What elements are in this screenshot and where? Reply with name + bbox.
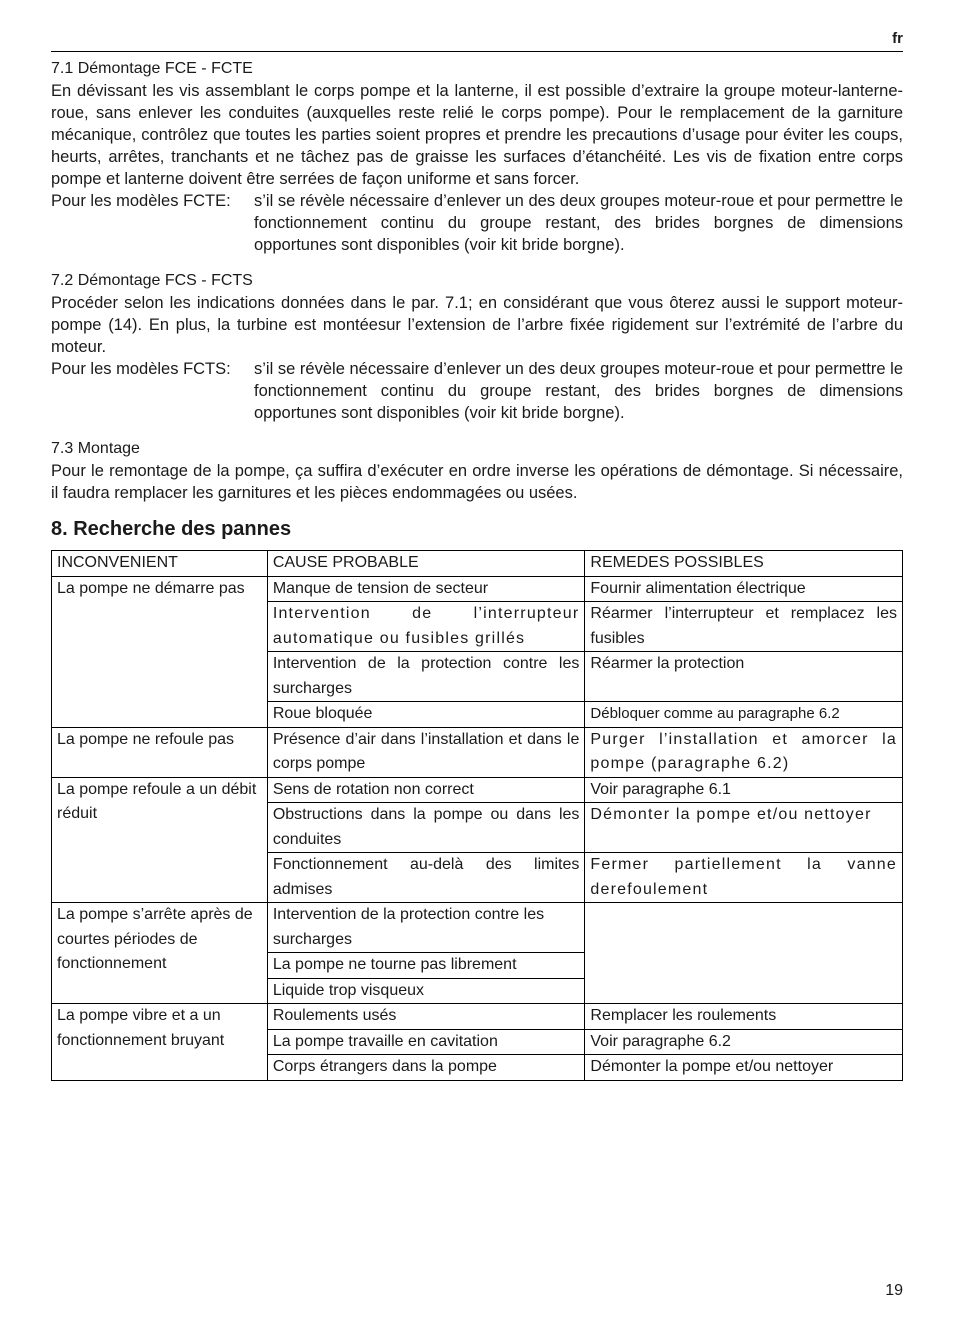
cause-cell: La pompe travaille en cavitation bbox=[267, 1029, 585, 1055]
problem-cell: La pompe ne démarre pas bbox=[52, 576, 268, 727]
cause-cell: Roulements usés bbox=[267, 1004, 585, 1030]
cause-cell: Intervention de l’interrupteur automatique ou fusibles grillés bbox=[267, 602, 585, 652]
cause-cell: Roue bloquée bbox=[267, 702, 585, 728]
remedy-cell: Réarmer l’interrupteur et remplacez les fusibles bbox=[585, 602, 903, 652]
language-code: fr bbox=[892, 30, 903, 47]
section-7-3-paragraph: Pour le remontage de la pompe, ça suffira d’exécuter en ordre inverse les opérations de démontage. Si nécessaire, il faudra remplacer les garnitures et les pièces endommagées ou usées. bbox=[51, 462, 903, 502]
remedy-cell: Réarmer la protection bbox=[585, 652, 903, 702]
problem-cell: La pompe vibre et a un fonctionnement bruyant bbox=[52, 1004, 268, 1081]
section-7-2-models-note bbox=[51, 358, 903, 424]
page-number: 19 bbox=[885, 1282, 903, 1299]
remedy-cell: Voir paragraphe 6.1 bbox=[585, 777, 903, 803]
models-text: s’il se révèle nécessaire d’enlever un des deux groupes moteur-roue et pour permettre le fonctionnement continu du groupe restant, des brides borgnes de dimensions opportunes sont disponibles (voir kit bride borgne). bbox=[254, 360, 903, 422]
remedy-cell: Fournir alimentation électrique bbox=[585, 576, 903, 602]
table-header: CAUSE PROBABLE bbox=[267, 551, 585, 577]
cause-cell: La pompe ne tourne pas librement bbox=[267, 953, 585, 979]
cause-cell: Intervention de la protection contre les surcharges bbox=[267, 652, 585, 702]
table-header: INCONVENIENT bbox=[52, 551, 268, 577]
header-rule bbox=[51, 51, 903, 52]
section-7-2-paragraph: Procéder selon les indications données dans le par. 7.1; en considérant que vous ôterez aussi le support moteur-pompe (14). En plus, la turbine est montéesur l’extension de l’arbre fixée rigidement sur l’extrémité de l’arbre du moteur. bbox=[51, 294, 903, 356]
table-header: REMEDES POSSIBLES bbox=[585, 551, 903, 577]
table-header-row bbox=[52, 551, 903, 577]
cause-cell: Sens de rotation non correct bbox=[267, 777, 585, 803]
cause-cell: Corps étrangers dans la pompe bbox=[267, 1055, 585, 1081]
section-7-1-models-note bbox=[51, 190, 903, 256]
problem-cell: La pompe s’arrête après de courtes périodes de fonctionnement bbox=[52, 903, 268, 1004]
problem-cell: La pompe ne refoule pas bbox=[52, 727, 268, 777]
cause-cell: Intervention de la protection contre les surcharges bbox=[267, 903, 585, 953]
remedy-cell: Fermer partiellement la vanne derefoulement bbox=[585, 853, 903, 903]
cause-cell: Obstructions dans la pompe ou dans les conduites bbox=[267, 803, 585, 853]
models-label: Pour les modèles FCTE: bbox=[51, 192, 231, 210]
section-7-3-title: 7.3 Montage bbox=[51, 440, 140, 457]
remedy-cell: Voir paragraphe 6.2 bbox=[585, 1029, 903, 1055]
table-row bbox=[52, 727, 903, 777]
remedy-cell: Remplacer les roulements bbox=[585, 1004, 903, 1030]
cause-cell: Présence d’air dans l’installation et dans le corps pompe bbox=[267, 727, 585, 777]
page-content bbox=[51, 58, 903, 1081]
table-row bbox=[52, 1004, 903, 1030]
table-row bbox=[52, 777, 903, 803]
models-label: Pour les modèles FCTS: bbox=[51, 360, 231, 378]
cause-cell: Manque de tension de secteur bbox=[267, 576, 585, 602]
remedy-cell: Débloquer comme au paragraphe 6.2 bbox=[585, 702, 903, 728]
troubleshooting-table bbox=[51, 550, 903, 1081]
remedy-cell: Démonter la pompe et/ou nettoyer bbox=[585, 1055, 903, 1081]
section-7-2-title: 7.2 Démontage FCS - FCTS bbox=[51, 272, 253, 289]
remedy-cell: Purger l’installation et amorcer la pompe (paragraphe 6.2) bbox=[585, 727, 903, 777]
problem-cell: La pompe refoule a un débit réduit bbox=[52, 777, 268, 903]
remedy-cell-empty bbox=[585, 903, 903, 1004]
cause-cell: Liquide trop visqueux bbox=[267, 978, 585, 1004]
table-row bbox=[52, 903, 903, 953]
cause-cell: Fonctionnement au-delà des limites admises bbox=[267, 853, 585, 903]
models-text: s’il se révèle nécessaire d’enlever un des deux groupes moteur-roue et pour permettre le fonctionnement continu du groupe restant, des brides borgnes de dimensions opportunes sont disponibles (voir kit bride borgne). bbox=[254, 192, 903, 254]
table-row bbox=[52, 576, 903, 602]
remedy-cell: Démonter la pompe et/ou nettoyer bbox=[585, 803, 903, 853]
section-7-1-paragraph: En dévissant les vis assemblant le corps pompe et la lanterne, il est possible d’extraire la groupe moteur-lanterne-roue, sans enlever les conduites (auxquelles reste relié le corps pompe). Pour le remplacement de la garniture mécanique, contrôlez que toutes les parties soient propres et prendre les precautions d’usage pour éviter les coups, heurts, arrêtes, tranchants et ne tâchez pas de graisse les surfaces d’étanchéité. Les vis de fixation entre corps pompe et lanterne doivent être serrées de façon uniforme et sans forcer. bbox=[51, 82, 903, 188]
section-7-1-title: 7.1 Démontage FCE - FCTE bbox=[51, 60, 253, 77]
section-8-title: 8. Recherche des pannes bbox=[51, 518, 292, 540]
